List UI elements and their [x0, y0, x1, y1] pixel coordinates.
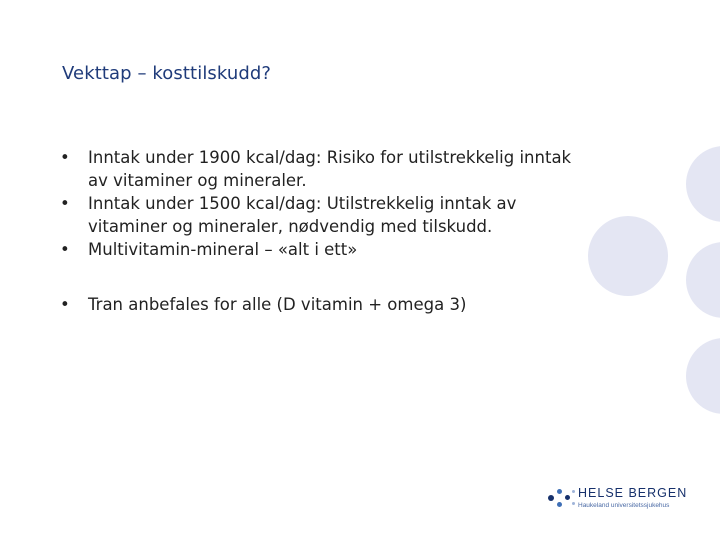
slide-title: Vekttap – kosttilskudd? [62, 63, 272, 84]
logo-dot [548, 495, 554, 501]
bullet-text: Inntak under 1900 kcal/dag: Risiko for utilstrekkelig inntak av vitaminer og mineraler. [88, 148, 572, 190]
decorative-circle [686, 242, 720, 318]
logo-dot [565, 495, 570, 500]
bullet-dot: • [60, 148, 70, 167]
bullet-text: Tran anbefales for alle (D vitamin + omega 3) [88, 295, 467, 314]
bullet-item [60, 192, 580, 238]
logo-dot [572, 502, 575, 505]
logo-dot [557, 489, 562, 494]
bullet-item [60, 238, 580, 261]
logo-dot [557, 502, 562, 507]
bullet-text: Inntak under 1500 kcal/dag: Utilstrekkelig inntak av vitaminer og mineraler, nødvendig med tilskudd. [88, 194, 517, 236]
decorative-circle [686, 338, 720, 414]
logo-subtitle: Haukeland universitetssjukehus [578, 502, 670, 509]
bullet-text: Multivitamin-mineral – «alt i ett» [88, 240, 358, 259]
bullet-dot: • [60, 240, 70, 259]
decorative-circle [686, 146, 720, 222]
bullet-dot: • [60, 194, 70, 213]
logo-name: HELSE BERGEN [578, 486, 688, 500]
logo-dot [572, 490, 575, 493]
helse-bergen-logo [545, 485, 695, 515]
bullet-item [60, 146, 580, 192]
bullet-dot: • [60, 295, 70, 314]
decorative-circle [588, 216, 668, 296]
bullet-item [60, 293, 580, 316]
bullet-list [60, 146, 580, 316]
logo-dots-icon [545, 488, 577, 510]
spacer [60, 261, 580, 293]
